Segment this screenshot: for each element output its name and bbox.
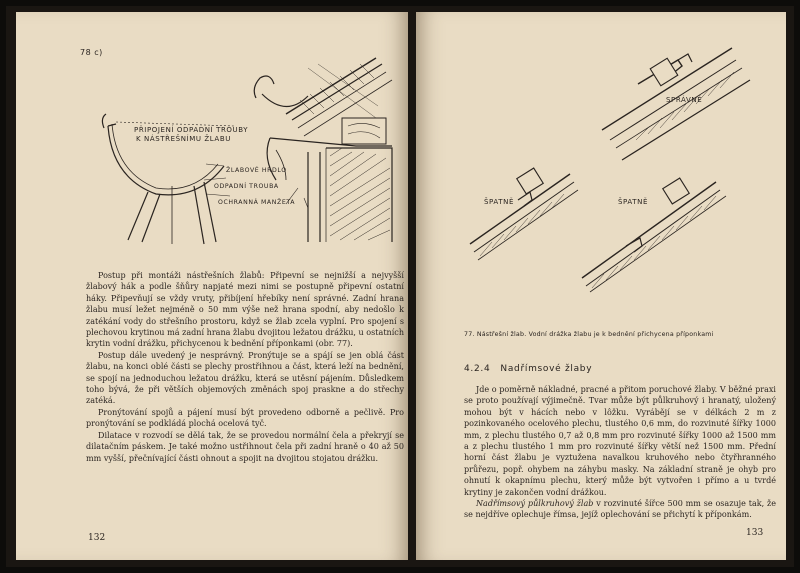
left-paragraph-1: Postup při montáži nástřešních žlabů: Připevní se nejnižší a nejvyšší žlabový hák a podle šňůry napjaté mezi nimi se postupně připevní ostatní háky. Připevňují se vždy vruty, přibíjení hřebíky není správné. Zadní hrana žlabu musí ležet nejméně o 50 mm výše než hrana spodní, aby nedošlo k zatékání vody do střešního prostoru, když se žlab zcela vyplní. Pro spojení s plechovou krytinou má zadní hrana žlabu dvojitou ležatou drážku, u ostatních krytin vodní drážku, přichycenou k bednění příponkami (obr. 77). bbox=[86, 271, 404, 349]
left-paragraph-3: Pronýtování spojů a pájení musí být provedeno odborně a pečlivě. Pro pronýtování se podkládá plochá ocelová tyč. bbox=[86, 407, 404, 429]
label-hrdlo: ŽLABOVÉ HRDLO bbox=[226, 167, 287, 174]
label-pripojeni-1: PŘIPOJENÍ ODPADNÍ TROUBY bbox=[134, 126, 249, 134]
page-number-right: 133 bbox=[746, 528, 764, 538]
header-mark: 78 c) bbox=[80, 48, 103, 57]
right-paragraph-2 bbox=[464, 498, 776, 521]
figure-caption: 77. Nástřešní žlab. Vodní drážka žlabu je k bednění přichycena příponkami bbox=[464, 331, 714, 338]
section-number: 4.2.4 bbox=[464, 364, 491, 374]
page-number-left: 132 bbox=[88, 533, 106, 543]
left-body-text bbox=[86, 270, 404, 464]
right-page bbox=[416, 12, 786, 560]
left-page bbox=[16, 12, 408, 560]
right-paragraph-1: Jde o poměrně nákladné, pracné a přitom poruchové žlaby. V běžné praxi se proto používají výjimečně. Tvar může být půlkruhový i hranatý, uložený mohou být v hácích nebo v lôžku. Vyrábějí se v délkách 2 m z pozinkovaného ocelového plechu, tlustého 0,6 mm, do rozvinuté šířky 1000 mm, z plechu tlustého 0,7 až 0,8 mm pro rozvinuté šířky 1000 až 1500 mm a z plechu tlustého 1 mm pro rozvinuté šířky větší než 1500 mm. Přední horní část žlabu je vyztužena navalkou kruhového nebo čtyřhranného průřezu, popř. ohybem na záhybu masky. Na základní straně je ohyb pro ohnutí k okapnímu plechu, který může být vytvořen i přímo a u tvrdé krytiny je zakončen vodní drážkou. bbox=[464, 385, 776, 497]
label-trouba: ODPADNÍ TROUBA bbox=[214, 183, 279, 190]
label-spravne: SPRÁVNĚ bbox=[666, 96, 703, 104]
right-paragraph-2-rest: v rozvinuté šířce 500 mm se osazuje tak, že se nejdříve oplechuje římsa, jejíž oplechování se přichytí k příponkám. bbox=[464, 499, 776, 520]
section-title: Nadřímsové žlaby bbox=[500, 364, 593, 374]
book-spread bbox=[6, 6, 794, 567]
section-heading bbox=[464, 364, 592, 374]
label-spatne-1: ŠPATNĚ bbox=[484, 198, 514, 206]
right-body-text bbox=[464, 384, 776, 521]
gutter-connection-figure bbox=[86, 48, 406, 248]
left-paragraph-4: Dilatace v rozvodí se dělá tak, že se provedou normální čela a překryjí se dilatačním páskem. Je také možno ustřihnout čela při zadní hraně o 40 až 50 mm vyšší, přečnívající části ohnout a spojit na dvojitou stojatou drážku. bbox=[86, 430, 404, 463]
label-pripojeni-2: K NÁSTŘEŠNÍMU ŽLABU bbox=[136, 135, 231, 143]
gutter-seam-figure bbox=[466, 42, 776, 302]
label-spatne-2: ŠPATNĚ bbox=[618, 198, 648, 206]
italic-term: Nadřímsový půlkruhový žlab bbox=[476, 499, 594, 509]
left-paragraph-2: Postup dále uvedený je nesprávný. Pronýtuje se a spájí se jen oblá část žlabu, na konci oblé části se plechy prostřihnou a část, která leží na bednění, se spojí na jednoduchou ležatou drážku, která se utěsní pájením. Důsledkem toho bývá, že při větších objemových změnách spoj praskne a do střechy zatéká. bbox=[86, 350, 404, 406]
label-manzeta: OCHRANNÁ MANŽETA bbox=[218, 199, 296, 206]
